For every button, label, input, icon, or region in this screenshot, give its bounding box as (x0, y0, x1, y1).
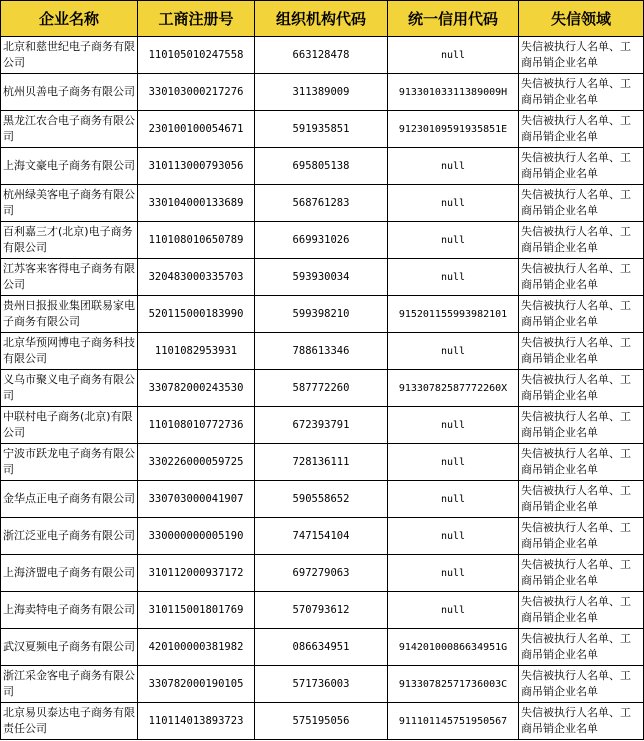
table-row (1, 555, 644, 592)
enterprise-name-cell: 北京和慈世纪电子商务有限公司 (1, 37, 138, 74)
table-row (1, 37, 644, 74)
org-code-cell: 728136111 (255, 444, 388, 481)
business-reg-no-cell: 110105010247558 (138, 37, 255, 74)
org-code-cell: 672393791 (255, 407, 388, 444)
business-reg-no-cell: 230100100054671 (138, 111, 255, 148)
dishonest-field-cell: 失信被执行人名单、工商吊销企业名单 (519, 666, 644, 703)
dishonest-field-cell: 失信被执行人名单、工商吊销企业名单 (519, 518, 644, 555)
dishonest-field-cell: 失信被执行人名单、工商吊销企业名单 (519, 703, 644, 740)
enterprise-name-cell: 武汉夏频电子商务有限公司 (1, 629, 138, 666)
table-row (1, 259, 644, 296)
table-row (1, 481, 644, 518)
org-code-cell: 590558652 (255, 481, 388, 518)
dishonest-field-cell: 失信被执行人名单、工商吊销企业名单 (519, 37, 644, 74)
unified-credit-code-cell: 91330103311389009H (388, 74, 519, 111)
table-row (1, 444, 644, 481)
enterprise-name-cell: 上海文豪电子商务有限公司 (1, 148, 138, 185)
header-org-code: 组织机构代码 (255, 1, 388, 37)
business-reg-no-cell: 110108010772736 (138, 407, 255, 444)
dishonest-field-cell: 失信被执行人名单、工商吊销企业名单 (519, 444, 644, 481)
table-row (1, 629, 644, 666)
business-reg-no-cell: 110114013893723 (138, 703, 255, 740)
table-row (1, 370, 644, 407)
dishonest-field-cell: 失信被执行人名单、工商吊销企业名单 (519, 407, 644, 444)
enterprise-name-cell: 浙江采金客电子商务有限公司 (1, 666, 138, 703)
unified-credit-code-cell: 915201155993982101 (388, 296, 519, 333)
org-code-cell: 695805138 (255, 148, 388, 185)
business-reg-no-cell: 330226000059725 (138, 444, 255, 481)
enterprise-name-cell: 江苏客来客得电子商务有限公司 (1, 259, 138, 296)
enterprise-name-cell: 贵州日报报业集团联易家电子商务有限公司 (1, 296, 138, 333)
unified-credit-code-cell: null (388, 148, 519, 185)
org-code-cell: 697279063 (255, 555, 388, 592)
enterprise-name-cell: 中联村电子商务(北京)有限公司 (1, 407, 138, 444)
business-reg-no-cell: 310115001801769 (138, 592, 255, 629)
unified-credit-code-cell: null (388, 222, 519, 259)
header-unified-credit-code: 统一信用代码 (388, 1, 519, 37)
dishonest-field-cell: 失信被执行人名单、工商吊销企业名单 (519, 629, 644, 666)
table-row (1, 407, 644, 444)
dishonest-field-cell: 失信被执行人名单、工商吊销企业名单 (519, 370, 644, 407)
org-code-cell: 788613346 (255, 333, 388, 370)
unified-credit-code-cell: null (388, 259, 519, 296)
unified-credit-code-cell: 91330782571736003C (388, 666, 519, 703)
org-code-cell: 575195056 (255, 703, 388, 740)
org-code-cell: 669931026 (255, 222, 388, 259)
header-business-reg-no: 工商注册号 (138, 1, 255, 37)
enterprise-name-cell: 杭州绿美客电子商务有限公司 (1, 185, 138, 222)
table-row (1, 222, 644, 259)
business-reg-no-cell: 330782000190105 (138, 666, 255, 703)
enterprise-name-cell: 杭州贝善电子商务有限公司 (1, 74, 138, 111)
table-row (1, 185, 644, 222)
business-reg-no-cell: 310112000937172 (138, 555, 255, 592)
business-reg-no-cell: 1101082953931 (138, 333, 255, 370)
enterprise-name-cell: 上海卖特电子商务有限公司 (1, 592, 138, 629)
unified-credit-code-cell: null (388, 481, 519, 518)
table-row (1, 333, 644, 370)
enterprise-name-cell: 上海济盟电子商务有限公司 (1, 555, 138, 592)
business-reg-no-cell: 330103000217276 (138, 74, 255, 111)
unified-credit-code-cell: null (388, 444, 519, 481)
unified-credit-code-cell: null (388, 407, 519, 444)
org-code-cell: 591935851 (255, 111, 388, 148)
unified-credit-code-cell: null (388, 592, 519, 629)
org-code-cell: 747154104 (255, 518, 388, 555)
table-row (1, 703, 644, 740)
org-code-cell: 599398210 (255, 296, 388, 333)
org-code-cell: 571736003 (255, 666, 388, 703)
dishonest-field-cell: 失信被执行人名单、工商吊销企业名单 (519, 592, 644, 629)
unified-credit-code-cell: 911101145751950567 (388, 703, 519, 740)
dishonest-field-cell: 失信被执行人名单、工商吊销企业名单 (519, 111, 644, 148)
unified-credit-code-cell: null (388, 333, 519, 370)
unified-credit-code-cell: null (388, 555, 519, 592)
org-code-cell: 587772260 (255, 370, 388, 407)
business-reg-no-cell: 330782000243530 (138, 370, 255, 407)
org-code-cell: 593930034 (255, 259, 388, 296)
enterprise-name-cell: 北京易贝泰达电子商务有限责任公司 (1, 703, 138, 740)
table-row (1, 518, 644, 555)
dishonest-field-cell: 失信被执行人名单、工商吊销企业名单 (519, 74, 644, 111)
unified-credit-code-cell: 91230109591935851E (388, 111, 519, 148)
business-reg-no-cell: 420100000381982 (138, 629, 255, 666)
unified-credit-code-cell: null (388, 518, 519, 555)
table-row (1, 148, 644, 185)
dishonest-field-cell: 失信被执行人名单、工商吊销企业名单 (519, 185, 644, 222)
org-code-cell: 570793612 (255, 592, 388, 629)
dishonest-field-cell: 失信被执行人名单、工商吊销企业名单 (519, 555, 644, 592)
business-reg-no-cell: 330703000041907 (138, 481, 255, 518)
enterprise-name-cell: 浙江泛亚电子商务有限公司 (1, 518, 138, 555)
header-row (1, 1, 644, 37)
business-reg-no-cell: 320483000335703 (138, 259, 255, 296)
unified-credit-code-cell: null (388, 37, 519, 74)
enterprise-name-cell: 义乌市聚义电子商务有限公司 (1, 370, 138, 407)
table-row (1, 592, 644, 629)
unified-credit-code-cell: null (388, 185, 519, 222)
table-row (1, 111, 644, 148)
business-reg-no-cell: 310113000793056 (138, 148, 255, 185)
business-reg-no-cell: 520115000183990 (138, 296, 255, 333)
business-reg-no-cell: 330000000005190 (138, 518, 255, 555)
header-dishonest-field: 失信领域 (519, 1, 644, 37)
enterprise-name-cell: 北京华预网博电子商务科技有限公司 (1, 333, 138, 370)
table-row (1, 296, 644, 333)
business-reg-no-cell: 330104000133689 (138, 185, 255, 222)
table-row (1, 666, 644, 703)
dishonest-field-cell: 失信被执行人名单、工商吊销企业名单 (519, 259, 644, 296)
business-reg-no-cell: 110108010650789 (138, 222, 255, 259)
org-code-cell: 086634951 (255, 629, 388, 666)
dishonest-field-cell: 失信被执行人名单、工商吊销企业名单 (519, 296, 644, 333)
header-enterprise-name: 企业名称 (1, 1, 138, 37)
enterprise-name-cell: 黑龙江农合电子商务有限公司 (1, 111, 138, 148)
dishonest-field-cell: 失信被执行人名单、工商吊销企业名单 (519, 222, 644, 259)
enterprise-name-cell: 百利嘉三才(北京)电子商务有限公司 (1, 222, 138, 259)
dishonest-field-cell: 失信被执行人名单、工商吊销企业名单 (519, 148, 644, 185)
dishonest-field-cell: 失信被执行人名单、工商吊销企业名单 (519, 333, 644, 370)
unified-credit-code-cell: 91420100086634951G (388, 629, 519, 666)
org-code-cell: 311389009 (255, 74, 388, 111)
org-code-cell: 663128478 (255, 37, 388, 74)
enterprise-name-cell: 金华点正电子商务有限公司 (1, 481, 138, 518)
dishonest-field-cell: 失信被执行人名单、工商吊销企业名单 (519, 481, 644, 518)
enterprise-name-cell: 宁波市跃龙电子商务有限公司 (1, 444, 138, 481)
unified-credit-code-cell: 91330782587772260X (388, 370, 519, 407)
org-code-cell: 568761283 (255, 185, 388, 222)
table-row (1, 74, 644, 111)
